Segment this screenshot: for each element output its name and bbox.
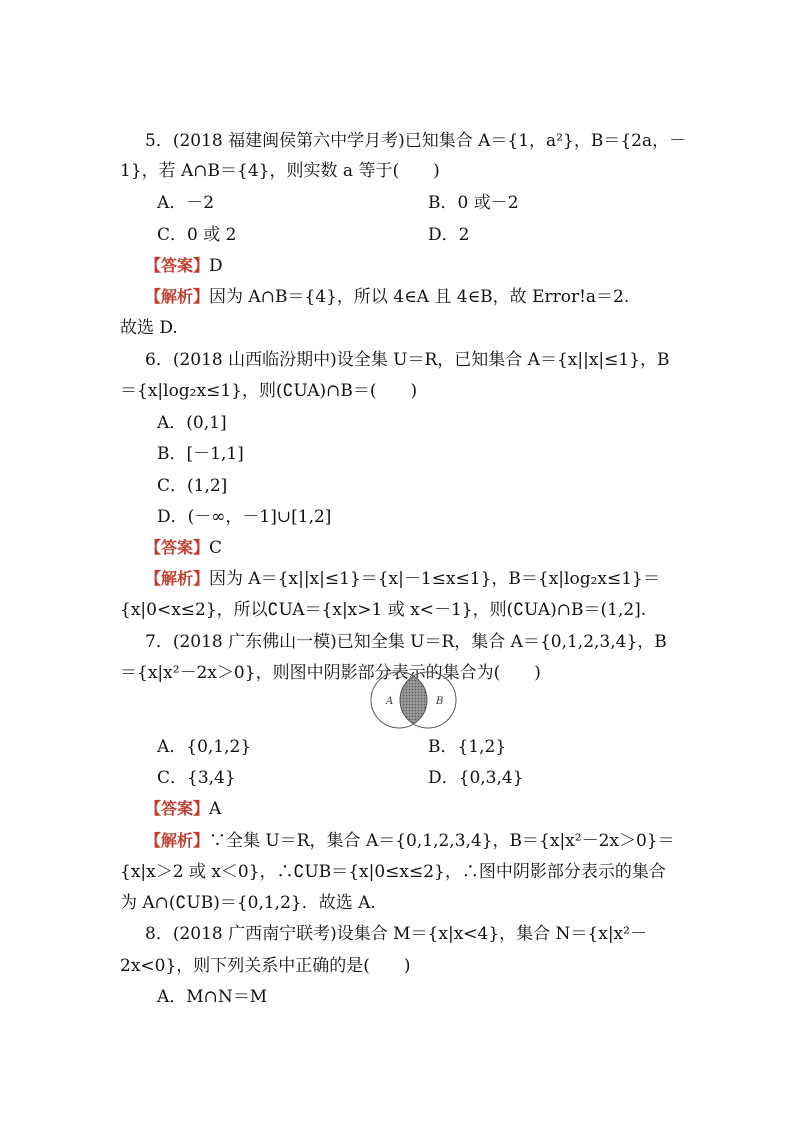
q8-stem-line-1: 8．(2018 广西南宁联考)设集合 M＝{x|x<4}，集合 N＝{x|x²－ — [145, 924, 647, 944]
q5-analysis-text-1: 因为 A∩B＝{4}，所以 4∈A 且 4∈B，故 Error!a＝2. — [209, 287, 630, 307]
q5-option-a: A．－2 — [157, 193, 215, 213]
q8-stem-line-2: 2x<0}，则下列关系中正确的是( ) — [120, 956, 411, 976]
venn-diagram — [366, 670, 466, 730]
q6-option-c: C．(1,2] — [157, 476, 228, 496]
q5-analysis-line-2: 故选 D. — [120, 318, 178, 338]
answer-tag: 【答案】 — [145, 256, 210, 275]
q5-answer — [145, 254, 223, 278]
q7-option-d: D．{0,3,4} — [428, 768, 524, 788]
q7-option-a: A．{0,1,2} — [157, 737, 252, 757]
q7-answer — [145, 797, 221, 821]
q6-option-b: B．[－1,1] — [157, 444, 244, 464]
q5-analysis-line-1 — [145, 285, 629, 309]
q7-option-c: C．{3,4} — [157, 768, 236, 788]
q6-analysis-text-1: 因为 A＝{x||x|≤1}＝{x|－1≤x≤1}，B＝{x|log₂x≤1}＝ — [209, 569, 660, 589]
q6-analysis-line-2: {x|0<x≤2}，所以∁UA＝{x|x>1 或 x<－1}，则(∁UA)∩B＝(1,2]. — [120, 600, 647, 620]
venn-label-a: A — [386, 696, 394, 707]
q7-stem-line-2: ＝{x|x²－2x＞0}，则图中阴影部分表示的集合为( ) — [120, 663, 541, 683]
q7-analysis-text-1: ∵全集 U＝R，集合 A＝{0,1,2,3,4}，B＝{x|x²－2x＞0}＝ — [209, 831, 675, 851]
answer-tag: 【答案】 — [145, 799, 210, 818]
analysis-tag: 【解析】 — [145, 287, 210, 306]
q7-analysis-line-1 — [145, 829, 675, 853]
q5-answer-value: D — [209, 256, 223, 276]
q5-stem-line-1: 5．(2018 福建闽侯第六中学月考)已知集合 A＝{1，a²}，B＝{2a，－ — [145, 131, 687, 151]
q7-analysis-line-3: 为 A∩(∁UB)＝{0,1,2}．故选 A. — [120, 893, 376, 913]
q6-answer-value: C — [209, 538, 223, 558]
q7-answer-value: A — [209, 799, 222, 819]
q5-option-c: C．0 或 2 — [157, 225, 237, 245]
q6-analysis-line-1 — [145, 567, 660, 591]
q7-option-b: B．{1,2} — [428, 737, 507, 757]
q6-answer — [145, 536, 222, 560]
q5-option-d: D．2 — [428, 225, 470, 245]
q8-option-a: A．M∩N＝M — [157, 987, 268, 1007]
analysis-tag: 【解析】 — [145, 569, 210, 588]
q7-analysis-line-2: {x|x＞2 或 x＜0}，∴∁UB＝{x|0≤x≤2}，∴图中阴影部分表示的集合 — [120, 862, 666, 882]
venn-label-b: B — [436, 696, 444, 707]
q6-stem-line-1: 6．(2018 山西临汾期中)设全集 U＝R，已知集合 A＝{x||x|≤1}，B — [145, 350, 670, 370]
answer-tag: 【答案】 — [145, 538, 210, 557]
q6-option-d: D．(－∞，－1]∪[1,2] — [157, 507, 332, 527]
analysis-tag: 【解析】 — [145, 831, 210, 850]
q6-option-a: A．(0,1] — [157, 413, 227, 433]
q6-stem-line-2: ＝{x|log₂x≤1}，则(∁UA)∩B＝( ) — [120, 381, 418, 401]
q5-stem-line-2: 1}，若 A∩B＝{4}，则实数 a 等于( ) — [120, 161, 440, 181]
q5-option-b: B．0 或－2 — [428, 193, 519, 213]
q7-stem-line-1: 7．(2018 广东佛山一模)已知全集 U＝R，集合 A＝{0,1,2,3,4}，B — [145, 632, 667, 652]
